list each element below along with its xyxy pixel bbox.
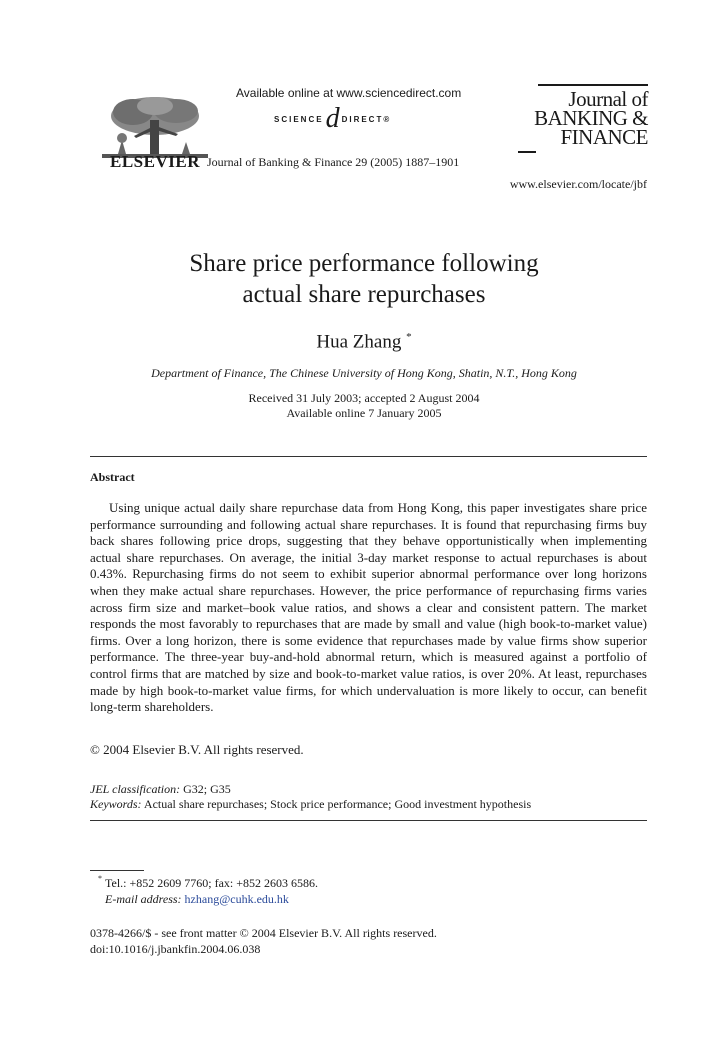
author	[0, 331, 728, 353]
abstract-heading: Abstract	[90, 470, 135, 484]
article-dates	[0, 391, 728, 421]
divider-bottom	[90, 820, 647, 821]
footnote-email	[105, 892, 289, 907]
sciencedirect-logo-right: DIRECT®	[341, 114, 392, 124]
journal-logo	[530, 87, 648, 149]
jel-classification	[90, 782, 231, 797]
keywords	[90, 797, 531, 812]
paper-title-line-2: actual share repurchases	[242, 281, 486, 308]
footnote-mark: *	[98, 874, 102, 883]
footnote-rule	[90, 870, 144, 871]
email-link[interactable]: hzhang@cuhk.edu.hk	[184, 892, 289, 906]
sciencedirect-logo	[274, 104, 391, 134]
sciencedirect-logo-left: SCIENCE	[274, 114, 324, 124]
available-online-text: Available online at www.sciencedirect.com	[236, 86, 462, 100]
available-online-date: Available online 7 January 2005	[286, 406, 442, 420]
footnote-tel: Tel.: +852 2609 7760; fax: +852 2603 6586.	[105, 876, 319, 890]
paper-title-line-1: Share price performance following	[189, 250, 539, 277]
abstract-body: Using unique actual daily share repurchase data from Hong Kong, this paper investigates share price performance surrounding and following actual share repurchases. It is found that repurchasing firms buy back shares following price drops, suggesting that they behave opportunistically when implementing actual share repurchases. On average, the initial 3-day market response to actual repurchases is about 0.43%. Repurchasing firms do not seem to exhibit superior abnormal performance over long horizons when they make actual share repurchases. However, the price performance of repurchasing firms varies across firm size and market–book value ratios, and shows a clear and consistent pattern. The market responds the most favorably to repurchases that are made by small and value (high book-to-market value) firms. Over a long horizon, there is some evidence that repurchases made by value firms show superior performance. The three-year buy-and-hold abnormal return, which is measured against a portfolio of control firms that are matched by size and book-to-market value ratios, is over 20%. At least, repurchases made by high book-to-market value firms, for which undervaluation is more likely to occur, can benefit long-term shareholders.	[90, 500, 647, 715]
journal-logo-rule-top	[538, 84, 648, 86]
received-date: Received 31 July 2003; accepted 2 August 2004	[248, 391, 480, 405]
jel-value: G32; G35	[183, 782, 231, 796]
keywords-value: Actual share repurchases; Stock price performance; Good investment hypothesis	[143, 797, 532, 811]
affiliation: Department of Finance, The Chinese University of Hong Kong, Shatin, N.T., Hong Kong	[151, 366, 577, 380]
sciencedirect-logo-d: d	[325, 103, 340, 134]
journal-logo-line-3: FINANCE	[560, 125, 648, 149]
abstract-copyright: © 2004 Elsevier B.V. All rights reserved.	[90, 742, 304, 757]
issn-line: 0378-4266/$ - see front matter © 2004 Elsevier B.V. All rights reserved.	[90, 926, 437, 940]
divider-top	[90, 456, 647, 457]
journal-logo-line-1: Journal of	[568, 87, 648, 111]
publisher-name: ELSEVIER	[110, 152, 200, 171]
footnote-contact	[98, 874, 319, 891]
doi-line[interactable]: doi:10.1016/j.jbankfin.2004.06.038	[90, 942, 261, 956]
keywords-label: Keywords:	[90, 797, 142, 811]
paper-title	[0, 248, 728, 310]
journal-url: www.elsevier.com/locate/jbf	[509, 177, 647, 191]
author-footnote-mark[interactable]: *	[406, 331, 412, 343]
journal-logo-rule-bottom	[518, 151, 536, 153]
author-name[interactable]: Hua Zhang	[316, 331, 402, 353]
email-label: E-mail address:	[105, 892, 182, 906]
jel-label: JEL classification:	[90, 782, 181, 796]
journal-citation: Journal of Banking & Finance 29 (2005) 1887–1901	[207, 155, 460, 169]
journal-logo-line-2: BANKING &	[534, 106, 648, 130]
